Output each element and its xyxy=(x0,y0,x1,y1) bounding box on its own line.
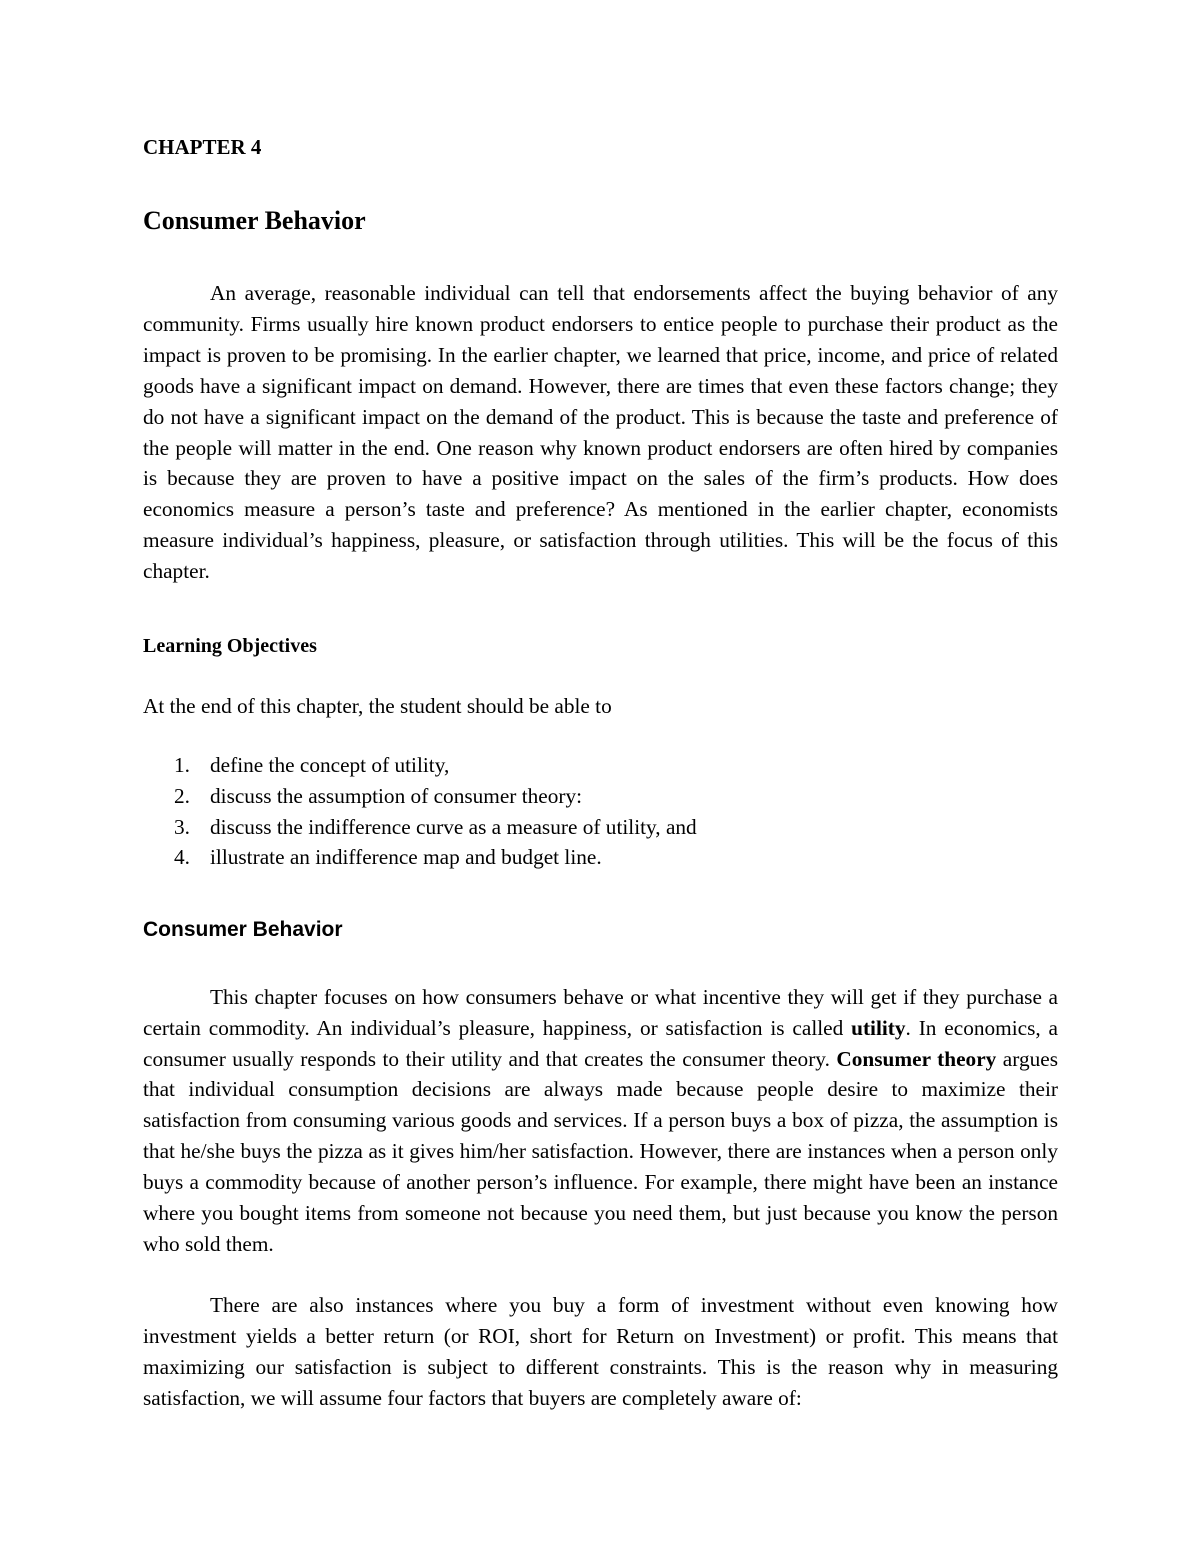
learning-objectives-heading: Learning Objectives xyxy=(143,635,317,658)
section-heading: Consumer Behavior xyxy=(143,917,343,941)
paragraph-text: argues that individual consumption decisions are always made because people desire to maximize their satisfaction from consuming various goods and services. If a person buys a box of pizza, the assumption is that he/she buys the pizza as it gives him/her satisfaction. However, there are instances when a person only buys a commodity because of another person’s influence. For example, there might have been an instance where you bought items from someone not because you need them, but just because you know the person who sold them. xyxy=(143,1046,1058,1256)
learning-objectives-list xyxy=(143,750,1058,872)
list-item-text: illustrate an indifference map and budget line. xyxy=(210,845,602,870)
list-item xyxy=(143,812,1058,843)
paragraph-text: . In economics, a consumer usually responds to their utility and that creates the consumer theory. xyxy=(143,1015,1058,1071)
intro-paragraph: An average, reasonable individual can tell that endorsements affect the buying behavior of any community. Firms usually hire known product endorsers to entice people to purchase their product as the impact is proven to be promising. In the earlier chapter, we learned that price, income, and price of related goods have a significant impact on demand. However, there are times that even these factors change; they do not have a significant impact on the demand of the product. This is because the taste and preference of the people will matter in the end. One reason why known product endorsers are often hired by companies is because they are proven to have a positive impact on the sales of the firm’s products. How does economics measure a person’s taste and preference? As mentioned in the earlier chapter, economists measure individual’s happiness, pleasure, or satisfaction through utilities. This will be the focus of this chapter. xyxy=(143,281,1058,584)
list-item-number: 2. xyxy=(174,783,190,808)
term-consumer-theory: Consumer theory xyxy=(836,1046,997,1071)
list-item-text: discuss the indifference curve as a measure of utility, and xyxy=(210,814,697,839)
consumer-behavior-paragraph-2: There are also instances where you buy a form of investment without even knowing how investment yields a better return (or ROI, short for Return on Investment) or profit. This means that maximizing our satisfaction is subject to different constraints. This is the reason why in measuring satisfaction, we will assume four factors that buyers are completely aware of: xyxy=(143,1292,1058,1410)
chapter-label: CHAPTER 4 xyxy=(143,135,262,159)
term-utility: utility xyxy=(851,1015,906,1040)
list-item-text: define the concept of utility, xyxy=(210,753,450,778)
consumer-behavior-paragraph-1 xyxy=(143,982,1058,1260)
paragraph-text: This chapter focuses on how consumers behave or what incentive they will get if they purchase a certain commodity. An individual’s pleasure, happiness, or satisfaction is called xyxy=(143,984,1058,1040)
list-item xyxy=(143,750,1058,781)
list-item xyxy=(143,842,1058,873)
list-item-number: 1. xyxy=(174,753,190,778)
list-item xyxy=(143,781,1058,812)
list-item-number: 4. xyxy=(174,845,190,870)
page-title: Consumer Behavior xyxy=(143,206,366,235)
list-item-number: 3. xyxy=(174,814,190,839)
learning-objectives-intro: At the end of this chapter, the student should be able to xyxy=(143,694,612,719)
list-item-text: discuss the assumption of consumer theory: xyxy=(210,783,583,808)
